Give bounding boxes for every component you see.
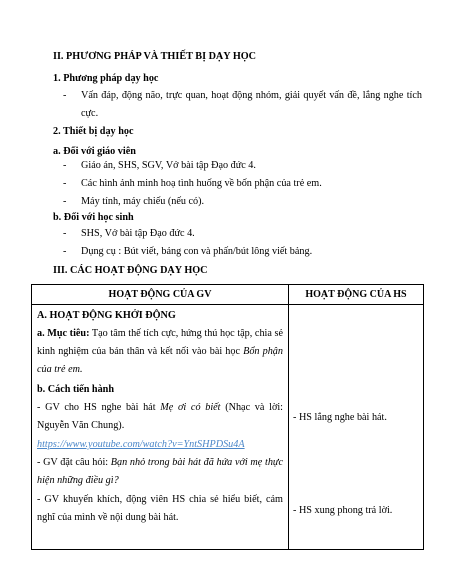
goal-label: a. Mục tiêu: bbox=[37, 328, 90, 339]
hs-response-listen: - HS lắng nghe bài hát. bbox=[293, 412, 387, 423]
header-student-activity: HOẠT ĐỘNG CỦA HS bbox=[289, 285, 424, 305]
student-item: SHS, Vở bài tập Đạo đức 4. bbox=[81, 228, 195, 239]
subheading-equipment: 2. Thiết bị dạy học bbox=[53, 126, 134, 137]
step-song: - GV cho HS nghe bài hát Mẹ ơi có biết (Nhạc và lời: Nguyễn Văn Chung). bbox=[37, 402, 283, 432]
bullet-dash: - bbox=[63, 90, 67, 101]
header-teacher-activity: HOẠT ĐỘNG CỦA GV bbox=[32, 285, 289, 305]
student-item: Dụng cụ : Bút viết, bảng con và phấn/bút lông viết bảng. bbox=[81, 246, 313, 257]
list-item bbox=[63, 175, 422, 193]
student-cell bbox=[289, 305, 424, 550]
activities-table bbox=[31, 284, 424, 550]
step-question: - GV đặt câu hỏi: Bạn nhỏ trong bài hát đã hứa với mẹ thực hiện những điều gì? bbox=[37, 457, 284, 487]
list-item bbox=[63, 243, 422, 261]
bullet-dash: - bbox=[63, 228, 67, 239]
section-heading-methods: II. PHƯƠNG PHÁP VÀ THIẾT BỊ DẠY HỌC bbox=[53, 51, 257, 62]
hs-response-answer: - HS xung phong trả lời. bbox=[293, 505, 393, 516]
teacher-item: Các hình ảnh minh hoạ tình huống về bốn phận của trẻ em. bbox=[81, 178, 322, 189]
goal-italic: Bổn phận của trẻ em. bbox=[37, 346, 283, 376]
bullet-dash: - bbox=[63, 178, 67, 189]
video-link-row bbox=[37, 436, 283, 454]
activity-title: A. HOẠT ĐỘNG KHỞI ĐỘNG bbox=[37, 310, 176, 321]
song-title: Mẹ ơi có biết bbox=[160, 402, 221, 413]
list-item bbox=[63, 157, 422, 175]
bullet-dash: - bbox=[63, 246, 67, 257]
bullet-dash: - bbox=[63, 160, 67, 171]
bullet-dash: - bbox=[63, 196, 67, 207]
teacher-heading: a. Đối với giáo viên bbox=[53, 146, 136, 157]
step-share: - GV khuyến khích, động viên HS chia sẻ hiểu biết, cảm nghĩ của mình về nội dung bài hát. bbox=[37, 494, 283, 524]
section-heading-activities: III. CÁC HOẠT ĐỘNG DẠY HỌC bbox=[53, 265, 208, 276]
student-heading: b. Đối với học sinh bbox=[53, 212, 134, 223]
subheading-teaching-methods: 1. Phương pháp dạy học bbox=[53, 73, 159, 84]
list-item bbox=[63, 225, 422, 243]
teacher-item: Máy tính, máy chiếu (nếu có). bbox=[81, 196, 205, 207]
question-text: Bạn nhỏ trong bài hát đã hứa với mẹ thực hiện những điều gì? bbox=[37, 457, 284, 487]
teacher-item: Giáo án, SHS, SGV, Vở bài tập Đạo đức 4. bbox=[81, 160, 256, 171]
teacher-cell bbox=[32, 305, 289, 550]
goal-text: Tạo tâm thế tích cực, hứng thú học tập, chia sẻ kinh nghiệm của bản thân và kết nối vào bài học bbox=[37, 328, 283, 358]
table-row bbox=[32, 305, 424, 550]
table-header-row bbox=[32, 285, 424, 305]
goal-paragraph bbox=[37, 325, 283, 380]
procedure-label: b. Cách tiến hành bbox=[37, 384, 114, 395]
list-item bbox=[63, 87, 422, 123]
video-link[interactable]: https://www.youtube.com/watch?v=YntSHPDSu4A bbox=[37, 439, 245, 450]
method-text: Vấn đáp, động não, trực quan, hoạt động nhóm, giải quyết vấn đề, lắng nghe tích cực. bbox=[81, 90, 422, 119]
list-item bbox=[63, 193, 422, 211]
